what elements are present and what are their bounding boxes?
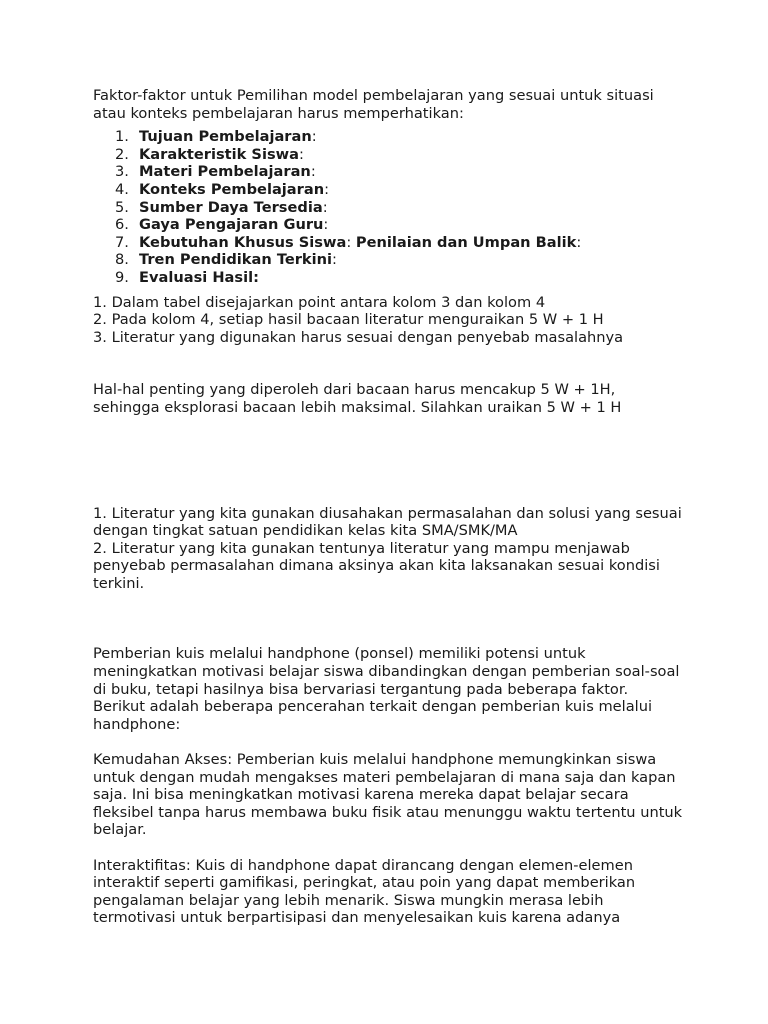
note-line: 1. Dalam tabel disejajarkan point antara kolom 3 dan kolom 4	[93, 293, 546, 311]
table-notes	[93, 294, 683, 347]
list-item: 2. Karakteristik Siswa:	[115, 145, 304, 163]
list-item: 9. Evaluasi Hasil:	[115, 268, 259, 286]
list-item: 7. Kebutuhan Khusus Siswa: Penilaian dan Umpan Balik:	[115, 233, 582, 251]
note-line: 1. Literatur yang kita gunakan diusahakan permasalahan dan solusi yang sesuai dengan tingkat satuan pendidikan kelas kita SMA/SMK/MA	[93, 504, 682, 540]
interactivity-paragraph: Interaktifitas: Kuis di handphone dapat dirancang dengan elemen-elemen interaktif seperti gamifikasi, peringkat, atau poin yang dapat memberikan pengalaman belajar yang lebih menarik. Siswa mungkin merasa lebih termotivasi untuk berpartisipasi dan menyelesaikan kuis karena adanya	[93, 856, 636, 927]
intro-paragraph: Faktor-faktor untuk Pemilihan model pembelajaran yang sesuai untuk situasi atau konteks pembelajaran harus memperhatikan:	[93, 87, 654, 122]
list-item: 5. Sumber Daya Tersedia:	[115, 198, 328, 216]
factors-list	[93, 128, 683, 286]
list-item: 8. Tren Pendidikan Terkini:	[115, 251, 337, 269]
ease-access-paragraph: Kemudahan Akses: Pemberian kuis melalui handphone memungkinkan siswa untuk dengan mudah mengakses materi pembelajaran di mana saja dan kapan saja. Ini bisa meningkatkan motivasi karena mereka dapat belajar secara fleksibel tanpa harus membawa buku fisik atau menunggu waktu tertentu untuk belajar.	[93, 751, 683, 839]
quiz-intro-paragraph: Pemberian kuis melalui handphone (ponsel) memiliki potensi untuk meningkatkan motivasi belajar siswa dibandingkan dengan pemberian soal-soal di buku, tetapi hasilnya bisa bervariasi tergantung pada beberapa faktor. Berikut adalah beberapa pencerahan terkait dengan pemberian kuis melalui handphone:	[93, 645, 680, 733]
list-item: 6. Gaya Pengajaran Guru:	[115, 216, 329, 234]
note-line: 2. Literatur yang kita gunakan tentunya literatur yang mampu menjawab penyebab permasalahan dimana aksinya akan kita laksanakan sesuai kondisi terkini.	[93, 539, 660, 592]
note-line: 2. Pada kolom 4, setiap hasil bacaan literatur menguraikan 5 W + 1 H	[93, 311, 604, 329]
note-line: 3. Literatur yang digunakan harus sesuai dengan penyebab masalahnya	[93, 328, 624, 346]
important-paragraph: Hal-hal penting yang diperoleh dari bacaan harus mencakup 5 W + 1H, sehingga eksplorasi bacaan lebih maksimal. Silahkan uraikan 5 W + 1 H	[93, 381, 622, 416]
list-item: 1. Tujuan Pembelajaran:	[115, 128, 317, 146]
document-page	[93, 87, 683, 927]
list-item: 3. Materi Pembelajaran:	[115, 163, 316, 181]
literature-notes	[93, 505, 683, 593]
list-item: 4. Konteks Pembelajaran:	[115, 180, 330, 198]
